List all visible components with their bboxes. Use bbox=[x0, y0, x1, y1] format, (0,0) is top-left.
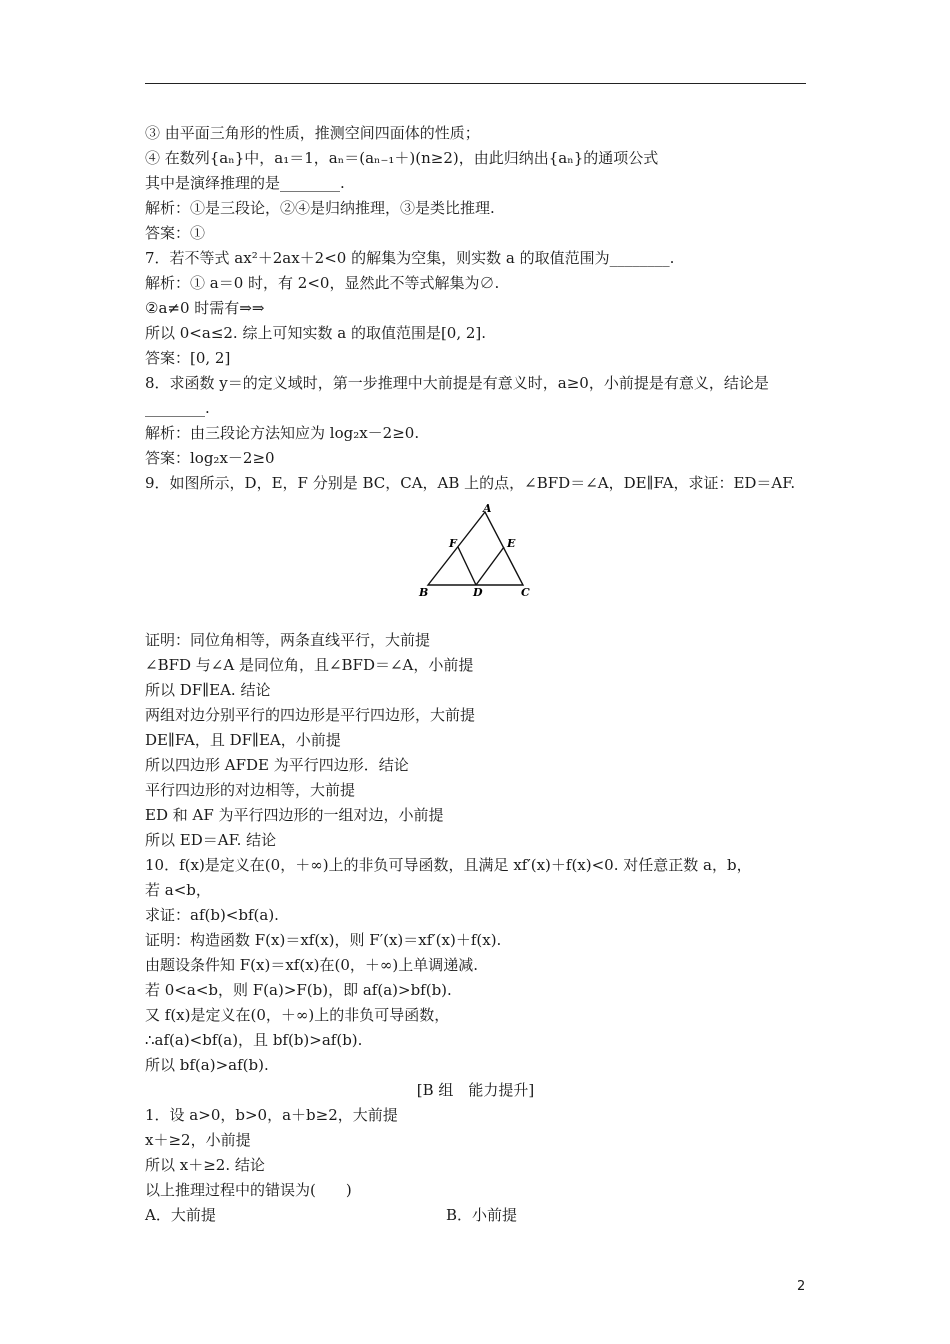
text-line: 解析：①是三段论，②④是归纳推理，③是类比推理. bbox=[145, 199, 495, 217]
text-line: 解析：① a＝0 时，有 2<0，显然此不等式解集为∅. bbox=[145, 274, 500, 292]
page-number: 2 bbox=[797, 1279, 806, 1294]
text-line: 证明：同位角相等，两条直线平行，大前提 bbox=[145, 631, 431, 649]
page-body bbox=[145, 121, 806, 1228]
text-line: DE∥FA，且 DF∥EA，小前提 bbox=[145, 731, 341, 749]
text-line: 所以 DF∥EA. 结论 bbox=[145, 681, 271, 699]
text-line: ED 和 AF 为平行四边形的一组对边，小前提 bbox=[145, 806, 444, 824]
text-line: 又 f(x)是定义在(0，＋∞)上的非负可导函数， bbox=[145, 1006, 450, 1024]
label-b: B bbox=[419, 586, 429, 599]
choices-row bbox=[145, 1203, 806, 1228]
label-a: A bbox=[483, 502, 492, 515]
text-line: ∠BFD 与∠A 是同位角，且∠BFD＝∠A，小前提 bbox=[145, 656, 474, 674]
text-line: ③ 由平面三角形的性质，推测空间四面体的性质； bbox=[145, 124, 480, 142]
text-line: 平行四边形的对边相等，大前提 bbox=[145, 781, 356, 799]
text-line: 所以 0<a≤2. 综上可知实数 a 的取值范围是[0, 2]. bbox=[145, 324, 487, 342]
text-line: 所以 ED＝AF. 结论 bbox=[145, 831, 277, 849]
text-line: 答案：[0, 2] bbox=[145, 349, 231, 367]
text-line: 答案：log₂x－2≥0 bbox=[145, 449, 275, 467]
text-line: 1．设 a>0，b>0，a＋b≥2，大前提 bbox=[145, 1106, 398, 1124]
text-line: ∴af(a)<bf(a)，且 bf(b)>af(b). bbox=[145, 1031, 363, 1049]
text-line: 若 0<a<b，则 F(a)>F(b)，即 af(a)>bf(b). bbox=[145, 981, 452, 999]
choice-a: A．大前提 bbox=[145, 1206, 216, 1224]
text-line: ________. bbox=[145, 399, 210, 417]
text-line: 10．f(x)是定义在(0，＋∞)上的非负可导函数，且满足 xf′(x)＋f(x)<0. 对任意正数 a，b， bbox=[145, 856, 752, 874]
triangle-diagram bbox=[413, 502, 539, 599]
text-line: 8．求函数 y＝的定义域时，第一步推理中大前提是有意义时，a≥0，小前提是有意义，结论是 bbox=[145, 374, 769, 392]
header-rule bbox=[145, 83, 806, 84]
text-line: 由题设条件知 F(x)＝xf(x)在(0，＋∞)上单调递减. bbox=[145, 956, 479, 974]
text-line: 7．若不等式 ax²＋2ax＋2<0 的解集为空集，则实数 a 的取值范围为________. bbox=[145, 249, 675, 267]
text-line: 若 a<b， bbox=[145, 881, 211, 899]
text-line: 其中是演绎推理的是________. bbox=[145, 174, 345, 192]
section-heading: [B 组 能力提升] bbox=[416, 1081, 535, 1099]
label-c: C bbox=[521, 586, 530, 599]
label-d: D bbox=[473, 586, 483, 599]
text-line: 求证：af(b)<bf(a). bbox=[145, 906, 279, 924]
segment-de bbox=[476, 547, 504, 585]
triangle-figure bbox=[413, 502, 539, 599]
text-line: 解析：由三段论方法知应为 log₂x－2≥0. bbox=[145, 424, 420, 442]
label-f: F bbox=[449, 537, 457, 550]
text-line: ②a≠0 时需有⇒⇒ bbox=[145, 299, 265, 317]
text-line: 两组对边分别平行的四边形是平行四边形，大前提 bbox=[145, 706, 476, 724]
text-line: 以上推理过程中的错误为( ) bbox=[145, 1181, 352, 1199]
text-line: 证明：构造函数 F(x)＝xf(x)，则 F′(x)＝xf′(x)＋f(x). bbox=[145, 931, 502, 949]
text-line: ④ 在数列{aₙ}中，a₁＝1，aₙ＝(aₙ₋₁＋)(n≥2)，由此归纳出{aₙ}的通项公式 bbox=[145, 149, 659, 167]
label-e: E bbox=[507, 537, 516, 550]
text-line: 9．如图所示，D，E，F 分别是 BC，CA，AB 上的点，∠BFD＝∠A，DE∥FA，求证：ED＝AF. bbox=[145, 474, 796, 492]
text-line: 所以四边形 AFDE 为平行四边形．结论 bbox=[145, 756, 409, 774]
text-line: 所以 x＋≥2. 结论 bbox=[145, 1156, 265, 1174]
segment-fd bbox=[458, 547, 476, 585]
text-line: 所以 bf(a)>af(b). bbox=[145, 1056, 269, 1074]
text-line: 答案：① bbox=[145, 224, 206, 242]
text-line: x＋≥2，小前提 bbox=[145, 1131, 251, 1149]
choice-b: B．小前提 bbox=[446, 1206, 518, 1224]
